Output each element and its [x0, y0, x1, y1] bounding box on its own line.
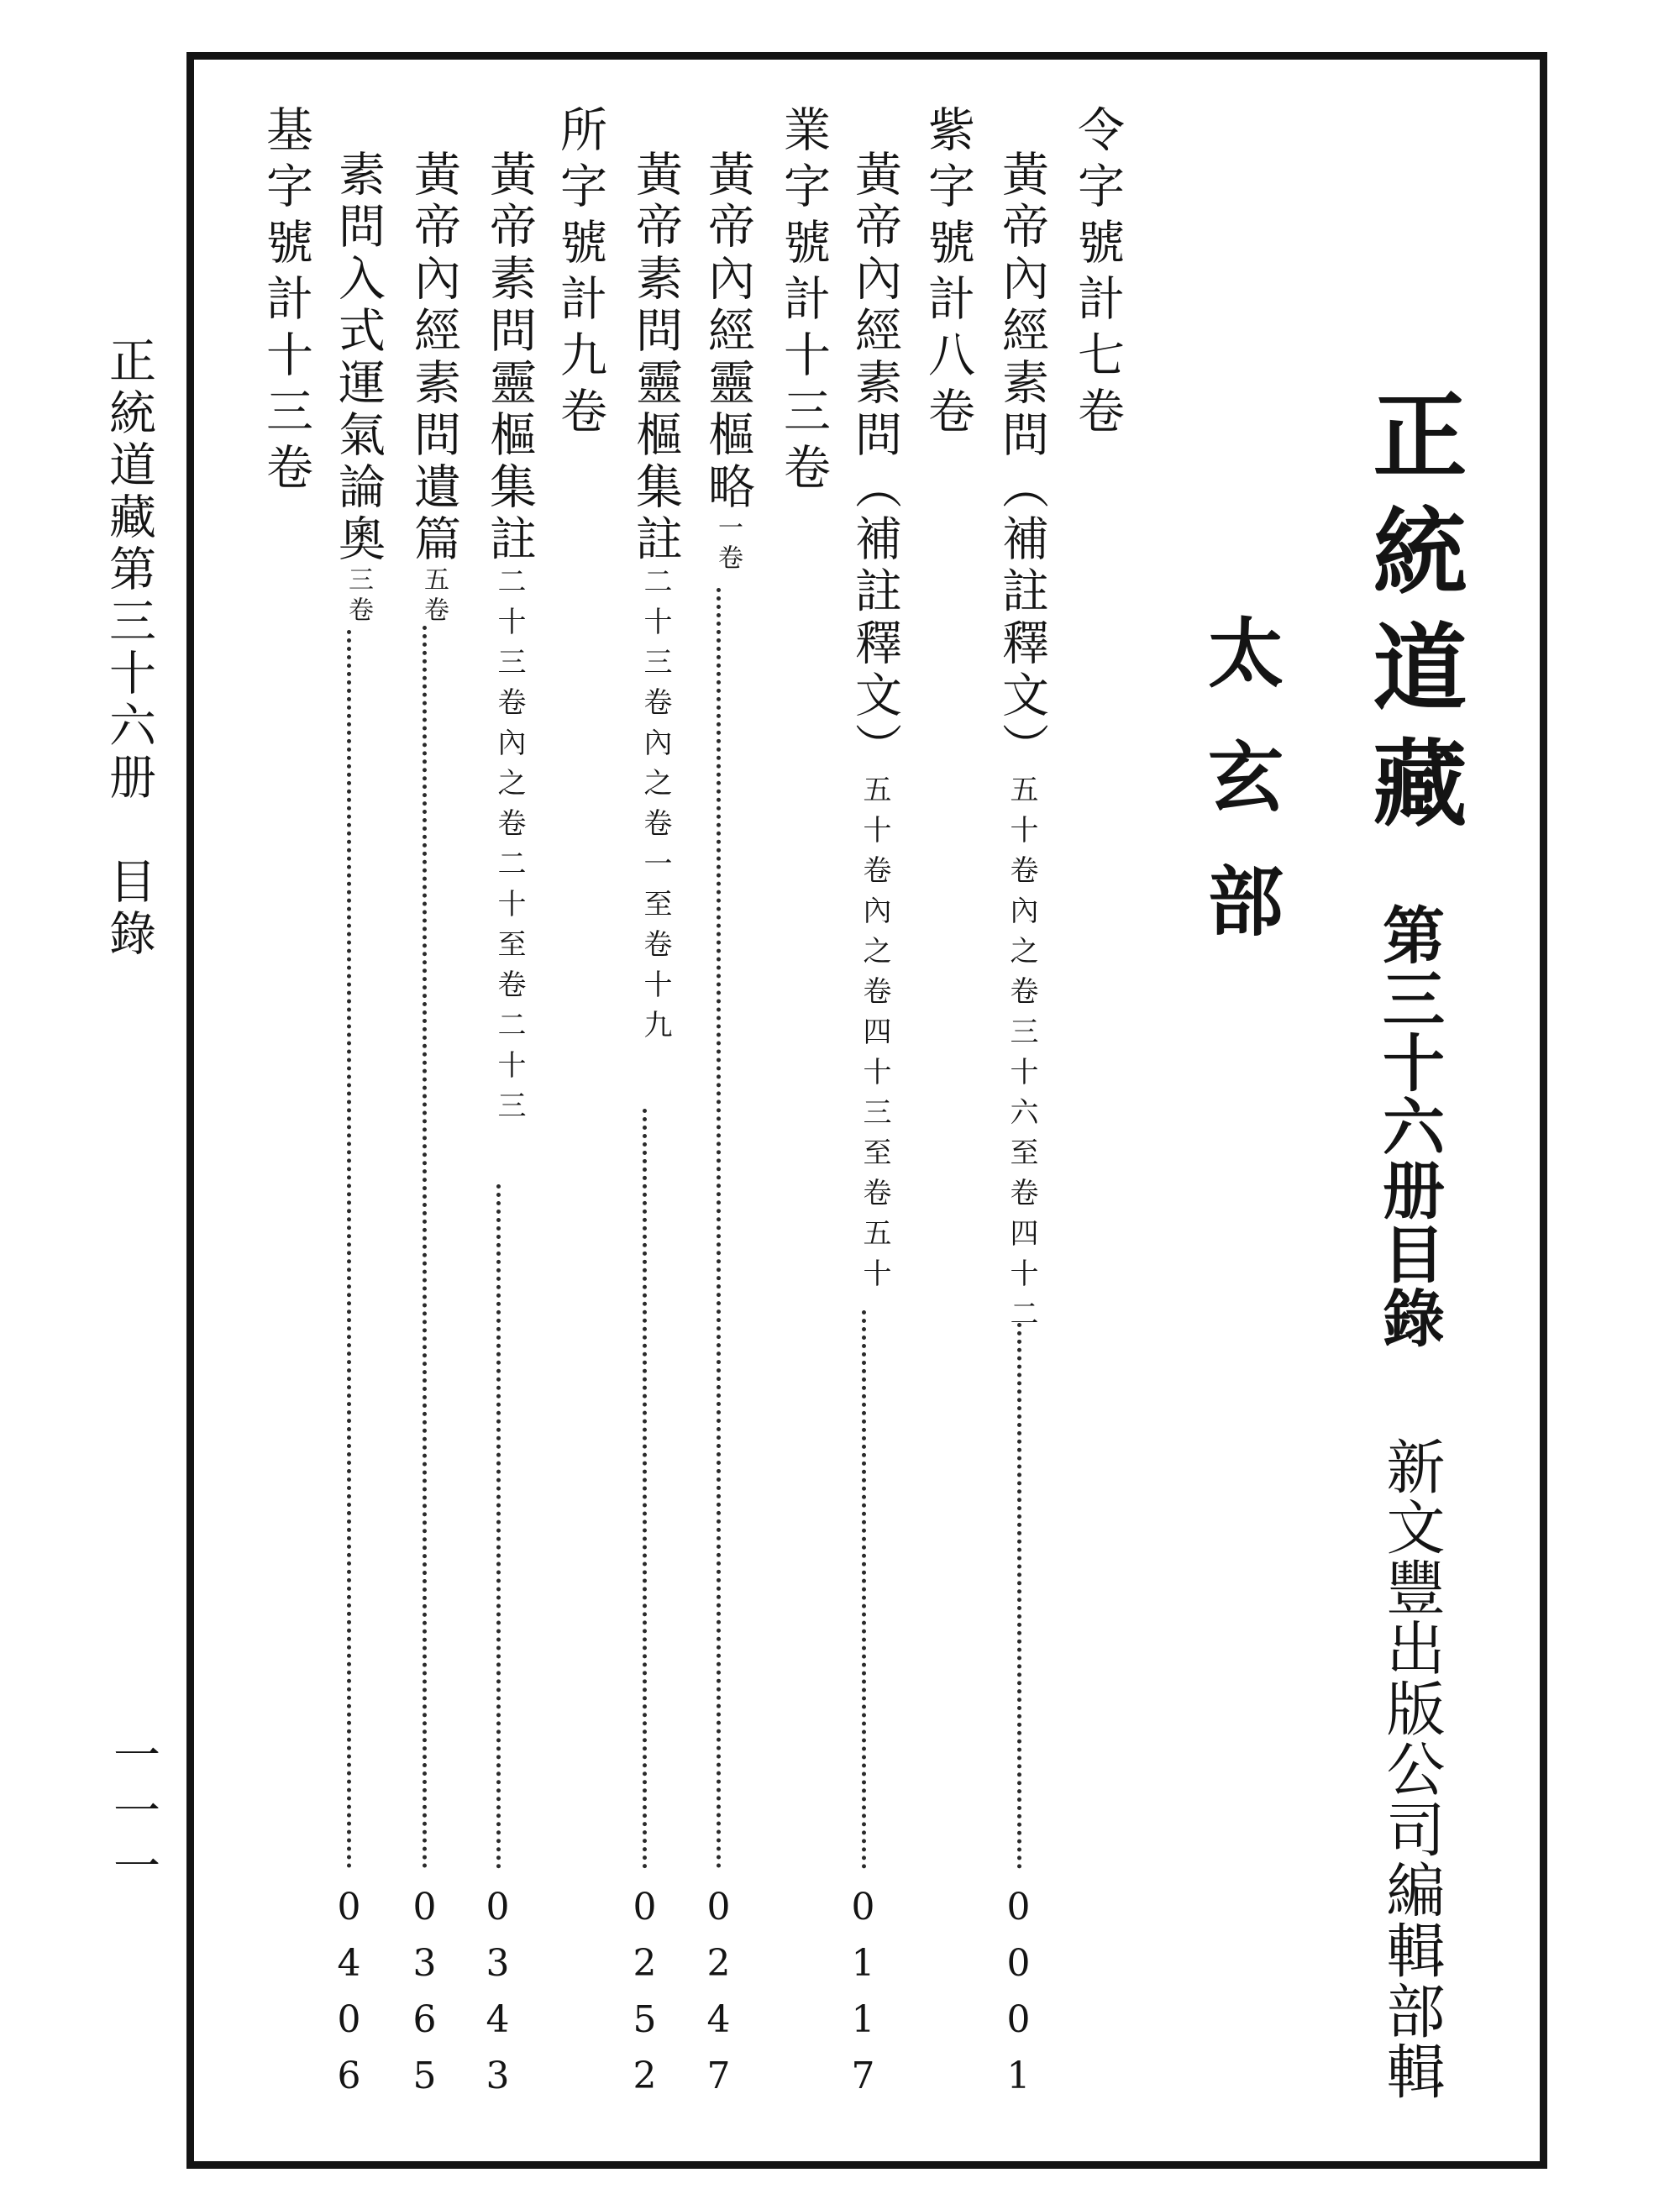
toc-entry-title: 黃帝素問靈樞集註 — [628, 150, 683, 566]
toc-entry-title: 黃帝內經素問（補註釋文） — [995, 150, 1049, 774]
toc-group-heading: 紫字號計八卷 — [921, 105, 975, 443]
toc-page-number: 0252 — [623, 1886, 666, 2111]
toc-entry[interactable] — [628, 150, 683, 1050]
toc-entry-note: 五卷 — [419, 566, 449, 627]
toc-entry[interactable] — [995, 150, 1049, 1339]
toc-page-number: 0343 — [476, 1886, 519, 2111]
publisher-credit: 新文豐出版公司編輯部輯 — [1377, 1436, 1446, 2102]
section-title: 太玄部 — [1194, 613, 1284, 986]
volume-title: 第三十六册目錄 — [1373, 903, 1445, 1350]
toc-page-number: 0365 — [403, 1886, 446, 2111]
leader-dots — [347, 630, 351, 1869]
toc-entry-title: 黃帝內經素問（補註釋文） — [848, 150, 902, 774]
toc-entry[interactable] — [482, 150, 537, 1131]
toc-entry-title: 黃帝內經素問遺篇 — [407, 150, 461, 566]
toc-group-heading: 令字號計七卷 — [1070, 105, 1125, 443]
leader-dots — [1017, 1323, 1021, 1869]
toc-page-number: 0001 — [997, 1886, 1040, 2111]
toc-entry-note: 五十卷內之卷四十三至卷五十 — [858, 774, 891, 1299]
toc-entry-note: 一卷 — [713, 514, 743, 575]
toc-entry[interactable] — [848, 150, 902, 1299]
toc-entry-note: 五十卷內之卷三十六至卷四十二 — [1005, 774, 1038, 1339]
toc-entry-title: 黃帝素問靈樞集註 — [482, 150, 537, 566]
toc-entry-note: 二十三卷內之卷一至卷十九 — [638, 566, 672, 1050]
folio-page-number: 一一一 — [106, 1730, 160, 1897]
running-head: 正統道藏第三十六册 目錄 — [102, 336, 156, 961]
toc-entry-note: 二十三卷內之卷二十至卷二十三 — [492, 566, 526, 1131]
leader-dots — [643, 1109, 647, 1869]
leader-dots — [423, 626, 427, 1869]
toc-page-number: 0247 — [697, 1886, 740, 2111]
toc-entry[interactable] — [701, 150, 755, 575]
toc-group-heading: 所字號計九卷 — [553, 105, 607, 443]
toc-page-number: 0117 — [842, 1886, 885, 2111]
leader-dots — [862, 1310, 866, 1869]
toc-group-heading: 業字號計十三卷 — [776, 105, 831, 499]
toc-entry-note: 三卷 — [344, 566, 373, 627]
leader-dots — [717, 588, 721, 1869]
toc-entry-title: 素問入式運氣論奧 — [331, 150, 386, 566]
toc-entry-title: 黃帝內經靈樞略 — [701, 150, 755, 514]
leader-dots — [496, 1184, 501, 1869]
toc-entry[interactable] — [407, 150, 461, 627]
collection-title: 正統道藏 — [1357, 386, 1467, 850]
toc-group-heading: 基字號計十三卷 — [259, 105, 313, 499]
toc-entry[interactable] — [331, 150, 386, 627]
toc-page-number: 0406 — [328, 1886, 370, 2111]
